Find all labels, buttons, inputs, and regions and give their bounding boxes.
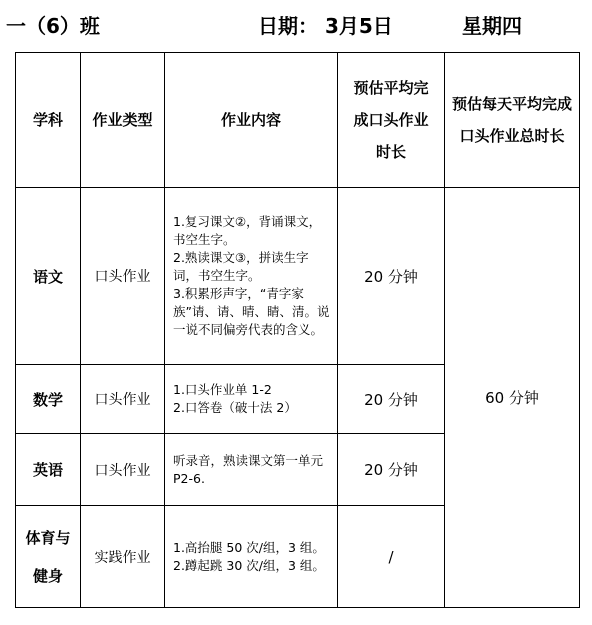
- date-label: 日期： 3月5日: [258, 14, 393, 38]
- content-cell: [165, 434, 338, 506]
- content-line: 听录音，熟读课文第一单元 P2-6.: [173, 452, 327, 486]
- content-line: 3.积累形声字，“青字家族”请、请、晴、睛、清。说一说不同偏旁代表的含义。: [173, 286, 330, 337]
- class-name: 一（6）班: [6, 14, 100, 38]
- type-cell: 口头作业: [81, 365, 165, 434]
- header-estimated-line: 预估平均完: [353, 79, 429, 97]
- header-total-time: [445, 53, 580, 188]
- subject-line: 健身: [32, 566, 63, 585]
- content-line: 1.口头作业单 1-2: [173, 382, 272, 397]
- content-cell: [165, 188, 338, 365]
- table-row: [16, 188, 580, 365]
- header-total-line: 口头作业总时长: [459, 127, 565, 145]
- type-cell: 口头作业: [81, 188, 165, 365]
- subject-cell: [16, 506, 81, 608]
- subject-cell: 英语: [16, 434, 81, 506]
- header-subject: 学科: [16, 53, 81, 188]
- weekday-label: 星期四: [462, 14, 522, 38]
- header-estimated-time: [338, 53, 445, 188]
- content-cell: [165, 506, 338, 608]
- content-line: 2.熟读课文③，拼读生字词，书空生字。: [173, 250, 309, 283]
- homework-table: [15, 52, 580, 608]
- duration-cell: 20 分钟: [338, 365, 445, 434]
- content-cell: [165, 365, 338, 434]
- content-line: 2.蹲起跳 30 次/组，3 组。: [173, 557, 325, 573]
- duration-cell: 20 分钟: [338, 188, 445, 365]
- content-line: 1.高抬腿 50 次/组，3 组。: [173, 539, 325, 555]
- header-content: 作业内容: [165, 53, 338, 188]
- type-cell: 实践作业: [81, 506, 165, 608]
- subject-line: 体育与: [25, 528, 71, 547]
- duration-cell: 20 分钟: [338, 434, 445, 506]
- content-line: 1.复习课文②，背诵课文，书空生字。: [173, 214, 322, 247]
- table-header-row: [16, 53, 580, 188]
- page-header: [0, 8, 592, 38]
- header-total-line: 预估每天平均完成: [451, 95, 572, 113]
- header-type: 作业类型: [81, 53, 165, 188]
- type-cell: 口头作业: [81, 434, 165, 506]
- subject-cell: 数学: [16, 365, 81, 434]
- header-estimated-line: 成口头作业: [353, 111, 429, 129]
- content-line: 2.口答卷（破十法 2）: [173, 400, 297, 415]
- duration-cell: /: [338, 506, 445, 608]
- header-estimated-line: 时长: [375, 143, 406, 161]
- total-duration-cell: 60 分钟: [445, 188, 580, 608]
- subject-cell: 语文: [16, 188, 81, 365]
